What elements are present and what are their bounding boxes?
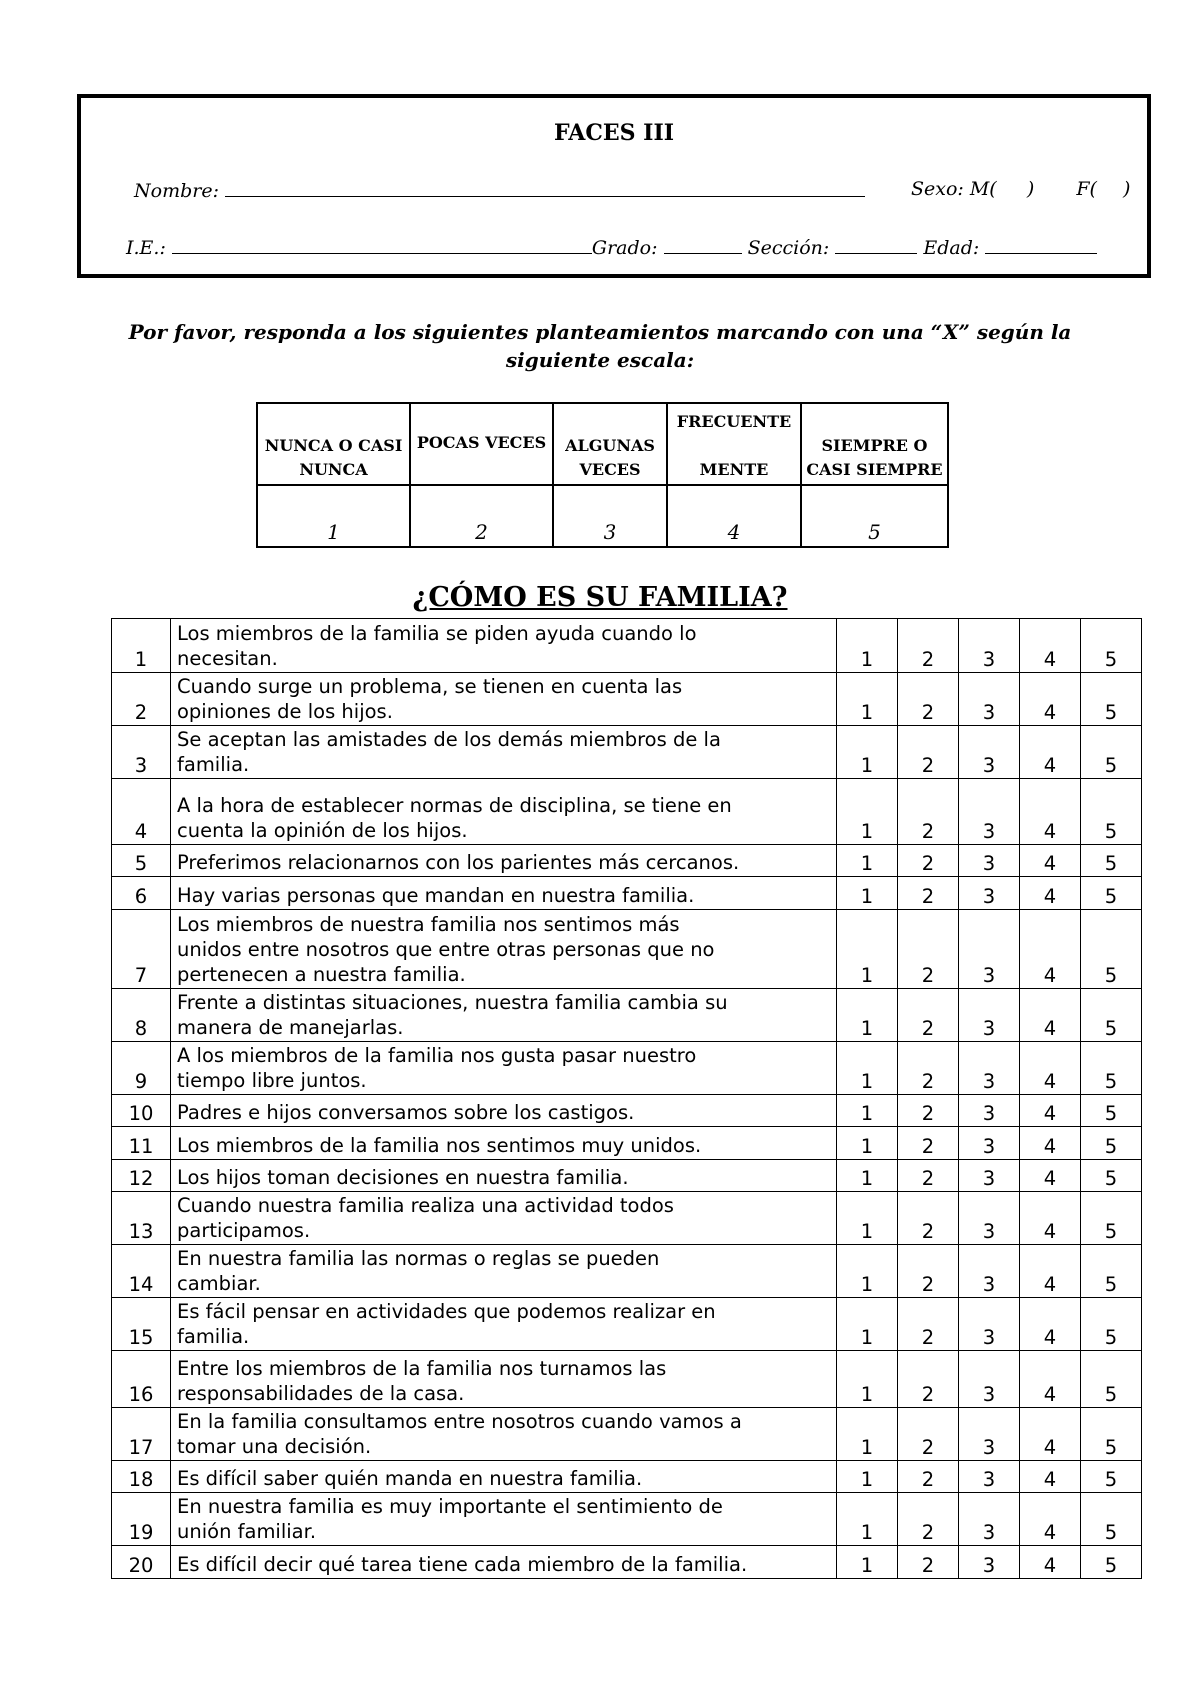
question-number: 7 <box>112 910 171 989</box>
ie-label: I.E.: <box>126 237 166 259</box>
answer-option-3[interactable]: 3 <box>959 1160 1020 1192</box>
question-text-line: Los hijos toman decisiones en nuestra familia. <box>177 1166 629 1189</box>
answer-option-4[interactable]: 4 <box>1020 1160 1081 1192</box>
question-text-line: Se aceptan las amistades de los demás miembros de la <box>177 728 721 751</box>
question-text <box>171 1493 837 1546</box>
question-text <box>171 1298 837 1351</box>
answer-option-4[interactable]: 4 <box>1020 877 1081 910</box>
answer-option-2[interactable]: 2 <box>898 619 959 673</box>
question-row <box>112 726 1142 779</box>
question-text <box>171 1546 837 1579</box>
question-number: 5 <box>112 845 171 877</box>
question-text-line: En nuestra familia las normas o reglas se pueden <box>177 1247 660 1270</box>
answer-option-1[interactable]: 1 <box>837 1351 898 1408</box>
question-row <box>112 1408 1142 1461</box>
answer-option-4[interactable]: 4 <box>1020 910 1081 989</box>
answer-option-2[interactable]: 2 <box>898 1461 959 1493</box>
scale-value-row <box>257 485 948 547</box>
answer-option-5[interactable]: 5 <box>1081 1192 1142 1245</box>
question-text-line: En nuestra familia es muy importante el sentimiento de <box>177 1495 723 1518</box>
answer-option-5[interactable]: 5 <box>1081 1461 1142 1493</box>
question-number: 2 <box>112 673 171 726</box>
question-row <box>112 1160 1142 1192</box>
question-text-line: Los miembros de la familia nos sentimos muy unidos. <box>177 1134 702 1157</box>
edad-blank[interactable] <box>985 235 1097 254</box>
question-text-line: Cuando nuestra familia realiza una actividad todos <box>177 1194 674 1217</box>
answer-option-4[interactable]: 4 <box>1020 1351 1081 1408</box>
answer-option-1[interactable]: 1 <box>837 779 898 845</box>
nombre-label: Nombre: <box>134 180 219 202</box>
question-text-line: pertenecen a nuestra familia. <box>177 963 466 986</box>
question-number: 11 <box>112 1127 171 1160</box>
answer-option-3[interactable]: 3 <box>959 989 1020 1042</box>
question-text-line: Frente a distintas situaciones, nuestra familia cambia su <box>177 991 728 1014</box>
scale-value-3: 3 <box>553 485 667 547</box>
answer-option-4[interactable]: 4 <box>1020 673 1081 726</box>
answer-option-4[interactable]: 4 <box>1020 1095 1081 1127</box>
question-text <box>171 989 837 1042</box>
question-text-line: Es difícil decir qué tarea tiene cada miembro de la familia. <box>177 1553 748 1576</box>
answer-option-4[interactable]: 4 <box>1020 726 1081 779</box>
answer-option-3[interactable]: 3 <box>959 1546 1020 1579</box>
question-text-line: responsabilidades de la casa. <box>177 1382 465 1405</box>
document-title: FACES III <box>553 120 675 146</box>
answer-option-2[interactable]: 2 <box>898 1192 959 1245</box>
answer-option-5[interactable]: 5 <box>1081 877 1142 910</box>
answer-option-3[interactable]: 3 <box>959 910 1020 989</box>
scale-label-row <box>257 403 948 485</box>
answer-option-3[interactable]: 3 <box>959 619 1020 673</box>
answer-option-1[interactable]: 1 <box>837 910 898 989</box>
question-text-line: necesitan. <box>177 647 278 670</box>
answer-option-1[interactable]: 1 <box>837 1245 898 1298</box>
answer-option-1[interactable]: 1 <box>837 1408 898 1461</box>
question-number: 8 <box>112 989 171 1042</box>
question-row <box>112 1351 1142 1408</box>
question-row <box>112 910 1142 989</box>
answer-option-5[interactable]: 5 <box>1081 1095 1142 1127</box>
scale-label-1: NUNCA O CASI NUNCA <box>257 403 410 485</box>
answer-option-4[interactable]: 4 <box>1020 619 1081 673</box>
answer-option-1[interactable]: 1 <box>837 1127 898 1160</box>
question-number: 4 <box>112 779 171 845</box>
scale-label-2: POCAS VECES <box>410 403 553 485</box>
question-text <box>171 1461 837 1493</box>
answer-option-1[interactable]: 1 <box>837 1546 898 1579</box>
answer-option-4[interactable]: 4 <box>1020 1493 1081 1546</box>
answer-option-2[interactable]: 2 <box>898 1245 959 1298</box>
answer-option-1[interactable]: 1 <box>837 1298 898 1351</box>
question-number: 3 <box>112 726 171 779</box>
answer-option-2[interactable]: 2 <box>898 1351 959 1408</box>
answer-option-5[interactable]: 5 <box>1081 1160 1142 1192</box>
answer-option-5[interactable]: 5 <box>1081 1127 1142 1160</box>
question-number: 19 <box>112 1493 171 1546</box>
answer-option-5[interactable]: 5 <box>1081 989 1142 1042</box>
answer-option-5[interactable]: 5 <box>1081 779 1142 845</box>
question-text <box>171 910 837 989</box>
question-number: 20 <box>112 1546 171 1579</box>
question-number: 12 <box>112 1160 171 1192</box>
sexo-m-close: ) <box>1026 178 1035 200</box>
answer-option-1[interactable]: 1 <box>837 673 898 726</box>
question-text-line: Es difícil saber quién manda en nuestra familia. <box>177 1467 643 1490</box>
nombre-line <box>134 178 865 202</box>
question-text-line: manera de manejarlas. <box>177 1016 404 1039</box>
edad-label: Edad: <box>923 237 980 259</box>
answer-option-4[interactable]: 4 <box>1020 779 1081 845</box>
answer-option-1[interactable]: 1 <box>837 726 898 779</box>
question-text <box>171 1408 837 1461</box>
sexo-line <box>911 178 1130 200</box>
answer-option-4[interactable]: 4 <box>1020 1408 1081 1461</box>
question-row <box>112 1461 1142 1493</box>
question-row <box>112 845 1142 877</box>
answer-option-1[interactable]: 1 <box>837 1192 898 1245</box>
answer-option-3[interactable]: 3 <box>959 726 1020 779</box>
question-number: 14 <box>112 1245 171 1298</box>
answer-option-3[interactable]: 3 <box>959 1127 1020 1160</box>
answer-option-1[interactable]: 1 <box>837 1042 898 1095</box>
answer-option-1[interactable]: 1 <box>837 1160 898 1192</box>
answer-option-3[interactable]: 3 <box>959 845 1020 877</box>
answer-option-2[interactable]: 2 <box>898 1298 959 1351</box>
answer-option-3[interactable]: 3 <box>959 779 1020 845</box>
answer-option-5[interactable]: 5 <box>1081 673 1142 726</box>
answer-option-2[interactable]: 2 <box>898 1493 959 1546</box>
question-text-line: tomar una decisión. <box>177 1435 372 1458</box>
nombre-blank[interactable] <box>225 178 865 197</box>
question-row <box>112 1042 1142 1095</box>
question-row <box>112 779 1142 845</box>
ie-blank[interactable] <box>172 235 592 254</box>
answer-option-4[interactable]: 4 <box>1020 1546 1081 1579</box>
answer-option-3[interactable]: 3 <box>959 1042 1020 1095</box>
answer-option-4[interactable]: 4 <box>1020 1461 1081 1493</box>
question-text-line: Padres e hijos conversamos sobre los castigos. <box>177 1101 635 1124</box>
answer-option-3[interactable]: 3 <box>959 1245 1020 1298</box>
answer-option-2[interactable]: 2 <box>898 877 959 910</box>
question-row <box>112 1127 1142 1160</box>
question-text <box>171 845 837 877</box>
question-text <box>171 1095 837 1127</box>
answer-option-5[interactable]: 5 <box>1081 845 1142 877</box>
sexo-f-close: ) <box>1123 178 1131 200</box>
section-title: ¿CÓMO ES SU FAMILIA? <box>412 582 788 613</box>
question-number: 13 <box>112 1192 171 1245</box>
question-text <box>171 1351 837 1408</box>
question-number: 18 <box>112 1461 171 1493</box>
question-text-line: unión familiar. <box>177 1520 317 1543</box>
question-row <box>112 1546 1142 1579</box>
answer-option-1[interactable]: 1 <box>837 877 898 910</box>
question-text-line: En la familia consultamos entre nosotros cuando vamos a <box>177 1410 742 1433</box>
question-row <box>112 877 1142 910</box>
answer-option-1[interactable]: 1 <box>837 1095 898 1127</box>
sexo-f-label: F( <box>1076 178 1097 200</box>
answer-option-3[interactable]: 3 <box>959 1095 1020 1127</box>
question-number: 9 <box>112 1042 171 1095</box>
question-row <box>112 1493 1142 1546</box>
answer-option-2[interactable]: 2 <box>898 673 959 726</box>
question-row <box>112 1095 1142 1127</box>
ie-line <box>126 235 1097 259</box>
answer-option-5[interactable]: 5 <box>1081 726 1142 779</box>
answer-option-2[interactable]: 2 <box>898 910 959 989</box>
scale-label-5: SIEMPRE O CASI SIEMPRE <box>801 403 948 485</box>
answer-option-5[interactable]: 5 <box>1081 1408 1142 1461</box>
question-text <box>171 619 837 673</box>
answer-option-2[interactable]: 2 <box>898 1042 959 1095</box>
question-number: 10 <box>112 1095 171 1127</box>
scale-value-5: 5 <box>801 485 948 547</box>
question-text <box>171 877 837 910</box>
scale-label-4: FRECUENTE MENTE <box>667 403 801 485</box>
answer-option-3[interactable]: 3 <box>959 1493 1020 1546</box>
question-text-line: unidos entre nosotros que entre otras personas que no <box>177 938 715 961</box>
question-text <box>171 1192 837 1245</box>
question-text-line: Los miembros de la familia se piden ayuda cuando lo <box>177 622 697 645</box>
answer-option-3[interactable]: 3 <box>959 1461 1020 1493</box>
question-text-line: cuenta la opinión de los hijos. <box>177 819 468 842</box>
question-text <box>171 1042 837 1095</box>
answer-option-3[interactable]: 3 <box>959 1351 1020 1408</box>
question-row <box>112 989 1142 1042</box>
scale-table <box>256 402 949 548</box>
question-row <box>112 673 1142 726</box>
grado-label: Grado: <box>591 237 658 259</box>
question-row <box>112 1298 1142 1351</box>
answer-option-3[interactable]: 3 <box>959 1408 1020 1461</box>
header-box <box>77 94 1151 278</box>
answer-option-4[interactable]: 4 <box>1020 1042 1081 1095</box>
answer-option-3[interactable]: 3 <box>959 1192 1020 1245</box>
seccion-label: Sección: <box>747 237 830 259</box>
answer-option-4[interactable]: 4 <box>1020 1245 1081 1298</box>
question-text-line: Los miembros de nuestra familia nos sentimos más <box>177 913 680 936</box>
question-text-line: A los miembros de la familia nos gusta pasar nuestro <box>177 1044 697 1067</box>
question-text-line: Preferimos relacionarnos con los parientes más cercanos. <box>177 851 740 874</box>
answer-option-5[interactable]: 5 <box>1081 1351 1142 1408</box>
answer-option-4[interactable]: 4 <box>1020 1192 1081 1245</box>
answer-option-5[interactable]: 5 <box>1081 1493 1142 1546</box>
answer-option-5[interactable]: 5 <box>1081 1245 1142 1298</box>
answer-option-1[interactable]: 1 <box>837 1461 898 1493</box>
answer-option-5[interactable]: 5 <box>1081 1546 1142 1579</box>
answer-option-2[interactable]: 2 <box>898 845 959 877</box>
seccion-blank[interactable] <box>835 235 917 254</box>
question-number: 1 <box>112 619 171 673</box>
scale-value-1: 1 <box>257 485 410 547</box>
question-number: 15 <box>112 1298 171 1351</box>
question-text-line: Entre los miembros de la familia nos turnamos las <box>177 1357 667 1380</box>
answer-option-3[interactable]: 3 <box>959 877 1020 910</box>
question-row <box>112 1192 1142 1245</box>
question-number: 6 <box>112 877 171 910</box>
question-text <box>171 779 837 845</box>
question-text-line: Es fácil pensar en actividades que podemos realizar en <box>177 1300 716 1323</box>
answer-option-4[interactable]: 4 <box>1020 989 1081 1042</box>
question-row <box>112 1245 1142 1298</box>
scale-value-2: 2 <box>410 485 553 547</box>
answer-option-5[interactable]: 5 <box>1081 1042 1142 1095</box>
answer-option-1[interactable]: 1 <box>837 989 898 1042</box>
answer-option-4[interactable]: 4 <box>1020 845 1081 877</box>
question-text-line: A la hora de establecer normas de disciplina, se tiene en <box>177 794 732 817</box>
grado-blank[interactable] <box>664 235 742 254</box>
answer-option-2[interactable]: 2 <box>898 1127 959 1160</box>
question-text <box>171 1160 837 1192</box>
question-text <box>171 726 837 779</box>
answer-option-4[interactable]: 4 <box>1020 1127 1081 1160</box>
answer-option-1[interactable]: 1 <box>837 845 898 877</box>
answer-option-2[interactable]: 2 <box>898 779 959 845</box>
question-row <box>112 619 1142 673</box>
questionnaire-table <box>111 618 1142 1579</box>
question-text-line: Hay varias personas que mandan en nuestra familia. <box>177 884 695 907</box>
question-text-line: familia. <box>177 753 250 776</box>
answer-option-2[interactable]: 2 <box>898 1546 959 1579</box>
question-number: 16 <box>112 1351 171 1408</box>
answer-option-1[interactable]: 1 <box>837 619 898 673</box>
answer-option-2[interactable]: 2 <box>898 1408 959 1461</box>
question-text-line: cambiar. <box>177 1272 261 1295</box>
answer-option-3[interactable]: 3 <box>959 1298 1020 1351</box>
question-text-line: Cuando surge un problema, se tienen en cuenta las <box>177 675 683 698</box>
sexo-label: Sexo: M( <box>911 178 997 200</box>
question-text-line: tiempo libre juntos. <box>177 1069 367 1092</box>
answer-option-5[interactable]: 5 <box>1081 619 1142 673</box>
answer-option-2[interactable]: 2 <box>898 726 959 779</box>
answer-option-4[interactable]: 4 <box>1020 1298 1081 1351</box>
answer-option-5[interactable]: 5 <box>1081 1298 1142 1351</box>
answer-option-2[interactable]: 2 <box>898 1095 959 1127</box>
question-text <box>171 1127 837 1160</box>
scale-value-4: 4 <box>667 485 801 547</box>
question-number: 17 <box>112 1408 171 1461</box>
question-text-line: participamos. <box>177 1219 311 1242</box>
scale-label-3: ALGUNAS VECES <box>553 403 667 485</box>
answer-option-2[interactable]: 2 <box>898 989 959 1042</box>
question-text <box>171 673 837 726</box>
answer-option-2[interactable]: 2 <box>898 1160 959 1192</box>
question-text-line: opiniones de los hijos. <box>177 700 393 723</box>
question-text-line: familia. <box>177 1325 250 1348</box>
question-text <box>171 1245 837 1298</box>
instructions-text: Por favor, responda a los siguientes planteamientos marcando con una “X” según la siguiente escala: <box>128 320 1072 372</box>
answer-option-1[interactable]: 1 <box>837 1493 898 1546</box>
answer-option-3[interactable]: 3 <box>959 673 1020 726</box>
answer-option-5[interactable]: 5 <box>1081 910 1142 989</box>
